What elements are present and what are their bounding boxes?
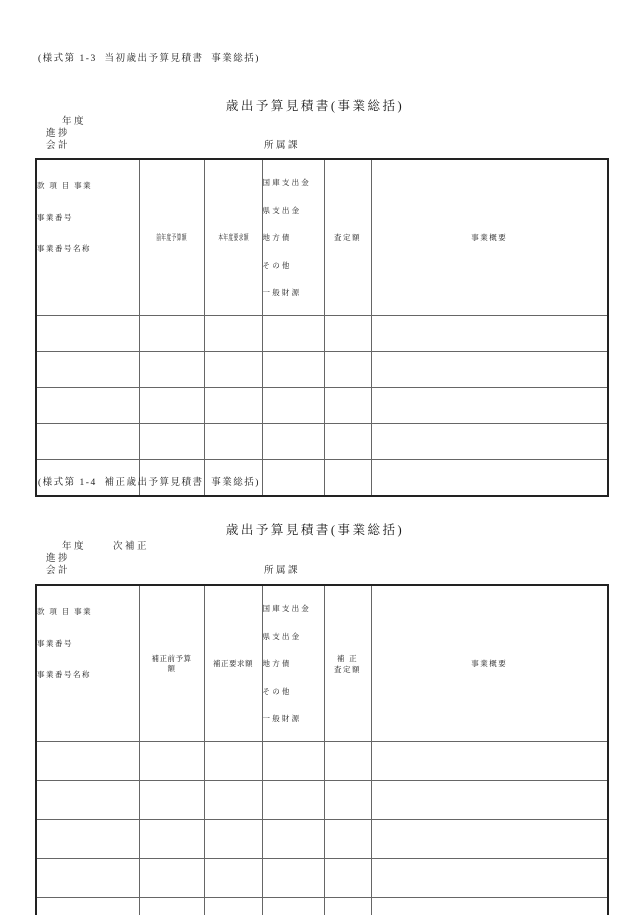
table-row [36, 424, 608, 460]
table-cell [36, 859, 139, 898]
year-label: 年度 [62, 542, 87, 552]
table-cell [371, 781, 608, 820]
table-row [36, 820, 608, 859]
table-cell [371, 316, 608, 352]
table-cell [36, 352, 139, 388]
table-cell [324, 820, 371, 859]
table-cell [204, 424, 262, 460]
budget-table-initial [35, 158, 609, 497]
table-cell [262, 742, 324, 781]
table-cell [204, 898, 262, 915]
form-style-note: (様式第 1-3 当初歳出予算見積書 事業総括) [38, 54, 260, 64]
table-cell [204, 859, 262, 898]
table-cell [371, 460, 608, 496]
table-cell [324, 898, 371, 915]
table-cell [36, 388, 139, 424]
header-item-classification: 款 項 目 事業 事業番号 事業番号名称 [36, 585, 139, 742]
table-cell [324, 388, 371, 424]
table-cell [36, 424, 139, 460]
table-cell [262, 316, 324, 352]
table-cell [324, 424, 371, 460]
table-cell [324, 352, 371, 388]
revision-label: 次補正 [113, 542, 150, 552]
table-cell [371, 742, 608, 781]
table-cell [204, 742, 262, 781]
table-cell [204, 388, 262, 424]
table-cell [262, 424, 324, 460]
header-current-year-request: 本年度要求額 [204, 159, 262, 316]
table-cell [324, 316, 371, 352]
table-cell [371, 859, 608, 898]
table-cell [371, 898, 608, 915]
table-header-row [36, 159, 608, 316]
table-cell [139, 352, 204, 388]
table-cell [262, 820, 324, 859]
table-cell [262, 859, 324, 898]
table-cell [324, 859, 371, 898]
table-cell [139, 859, 204, 898]
table-row [36, 898, 608, 915]
progress-label: 進捗 [46, 554, 71, 564]
table-row [36, 859, 608, 898]
department-label: 所属課 [264, 566, 301, 576]
header-assessed-amount: 査定額 [324, 159, 371, 316]
budget-table-supplementary [35, 584, 609, 915]
table-cell [324, 460, 371, 496]
table-cell [324, 742, 371, 781]
account-label: 会計 [46, 566, 71, 576]
table-cell [36, 898, 139, 915]
header-item-classification: 款 項 目 事業 事業番号 事業番号名称 [36, 159, 139, 316]
year-label: 年度 [62, 117, 87, 127]
table-row [36, 781, 608, 820]
header-project-summary: 事業概要 [371, 585, 608, 742]
header-pre-revision-budget: 補正前予算 額 [139, 585, 204, 742]
table-row [36, 388, 608, 424]
header-revision-request: 補正要求額 [204, 585, 262, 742]
table-cell [262, 898, 324, 915]
form-title: 歳出予算見積書(事業総括) [225, 99, 405, 113]
table-cell [204, 781, 262, 820]
table-cell [371, 820, 608, 859]
table-cell [204, 352, 262, 388]
table-cell [262, 781, 324, 820]
header-project-summary: 事業概要 [371, 159, 608, 316]
table-cell [371, 352, 608, 388]
table-cell [262, 352, 324, 388]
department-label: 所属課 [264, 141, 301, 151]
table-cell [204, 316, 262, 352]
header-prev-year-budget: 前年度予算額 [139, 159, 204, 316]
table-cell [262, 460, 324, 496]
table-cell [371, 424, 608, 460]
table-cell [36, 820, 139, 859]
account-label: 会計 [46, 141, 71, 151]
table-cell [139, 424, 204, 460]
form-title: 歳出予算見積書(事業総括) [225, 523, 405, 537]
table-cell [139, 742, 204, 781]
table-header-row [36, 585, 608, 742]
table-row [36, 352, 608, 388]
table-row [36, 742, 608, 781]
table-cell [36, 781, 139, 820]
table-cell [324, 781, 371, 820]
table-cell [139, 898, 204, 915]
form-style-note: (様式第 1-4 補正歳出予算見積書 事業総括) [38, 478, 260, 488]
table-cell [204, 820, 262, 859]
header-funding-sources: 国庫支出金 県支出金 地方債 その他 一般財源 [262, 159, 324, 316]
table-cell [36, 742, 139, 781]
table-cell [139, 820, 204, 859]
table-cell [139, 316, 204, 352]
table-row [36, 316, 608, 352]
table-cell [139, 781, 204, 820]
table-cell [36, 316, 139, 352]
header-revision-assessed-amount: 補 正 査定額 [324, 585, 371, 742]
table-cell [371, 388, 608, 424]
progress-label: 進捗 [46, 129, 71, 139]
table-cell [262, 388, 324, 424]
header-funding-sources: 国庫支出金 県支出金 地方債 その他 一般財源 [262, 585, 324, 742]
table-cell [139, 388, 204, 424]
